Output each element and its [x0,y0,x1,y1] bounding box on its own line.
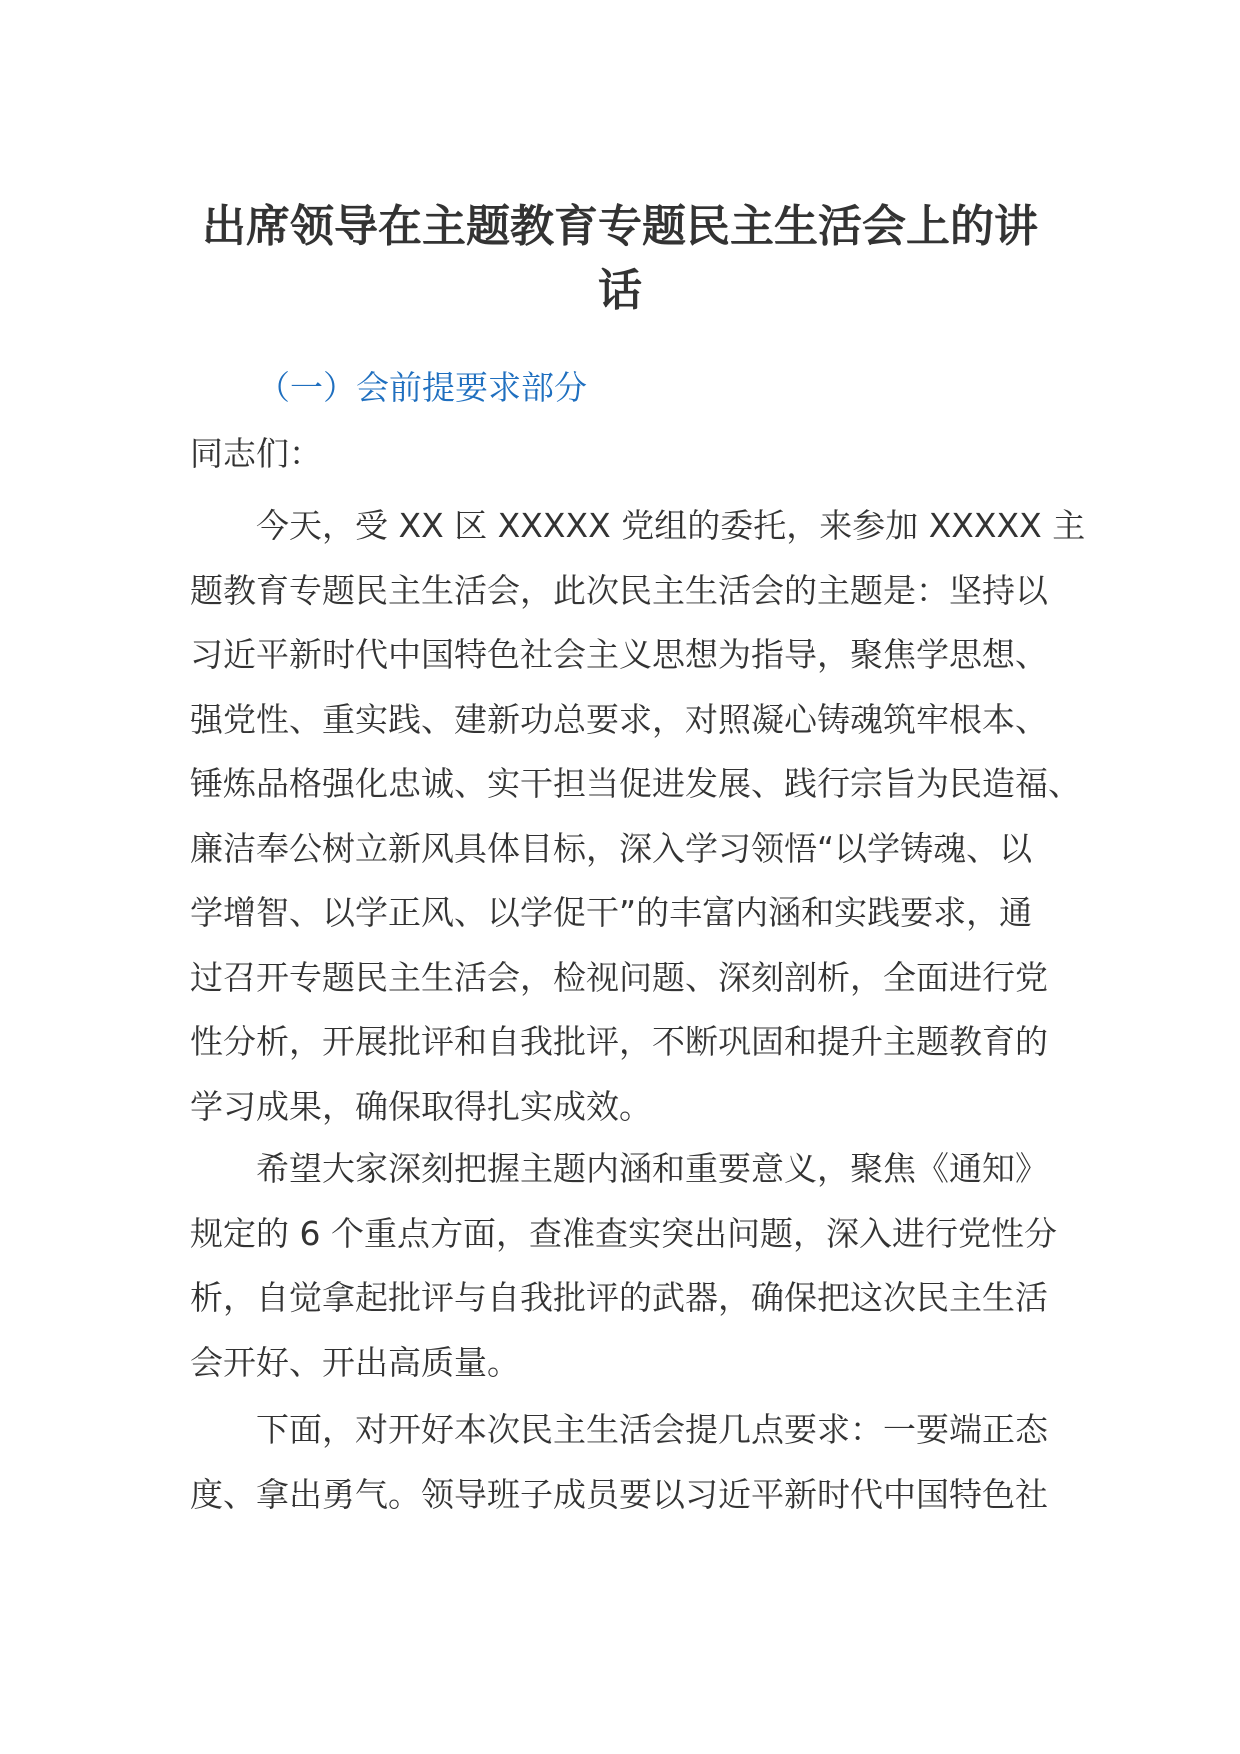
paragraph-line: 析，自觉拿起批评与自我批评的武器，确保把这次民主生活 [190,1278,1048,1317]
paragraph-line: 学增智、以学正风、以学促干”的丰富内涵和实践要求，通 [190,893,1033,932]
title-line: 出席领导在主题教育专题民主生活会上的讲 [202,201,1038,252]
paragraph-line: 强党性、重实践、建新功总要求，对照凝心铸魂筑牢根本、 [190,699,1048,739]
salutation: 同志们： [190,434,322,473]
paragraph-line: 廉洁奉公树立新风具体目标，深入学习领悟“以学铸魂、以 [190,828,1033,868]
paragraph-line: 规定的 6 个重点方面，查准查实突出问题，深入进行党性分 [190,1213,1057,1253]
paragraph-line: 习近平新时代中国特色社会主义思想为指导，聚焦学思想、 [190,635,1048,674]
paragraph-line: 学习成果，确保取得扎实成效。 [190,1086,652,1126]
paragraph-line: 过召开专题民主生活会，检视问题、深刻剖析，全面进行党 [190,957,1048,997]
title-line: 话 [598,265,642,316]
document-title [170,195,1070,323]
paragraph-line: 度、拿出勇气。领导班子成员要以习近平新时代中国特色社 [190,1474,1048,1514]
section-subheading: （一）会前提要求部分 [257,368,587,407]
paragraph-line: 希望大家深刻把握主题内涵和重要意义，聚焦《通知》 [256,1149,1048,1188]
paragraph-line: 下面，对开好本次民主生活会提几点要求：一要端正态 [256,1410,1048,1449]
body-paragraph-1 [190,494,1086,1139]
body-paragraph-2 [190,1137,1070,1395]
paragraph-line: 会开好、开出高质量。 [190,1342,520,1382]
paragraph-line: 性分析，开展批评和自我批评，不断巩固和提升主题教育的 [190,1022,1048,1061]
paragraph-line: 今天，受 XX 区 XXXXX 党组的委托，来参加 XXXXX 主 [256,506,1086,545]
paragraph-line: 锤炼品格强化忠诚、实干担当促进发展、践行宗旨为民造福、 [190,764,1081,803]
paragraph-line: 题教育专题民主生活会，此次民主生活会的主题是：坚持以 [190,570,1048,610]
body-paragraph-3 [190,1398,1070,1527]
